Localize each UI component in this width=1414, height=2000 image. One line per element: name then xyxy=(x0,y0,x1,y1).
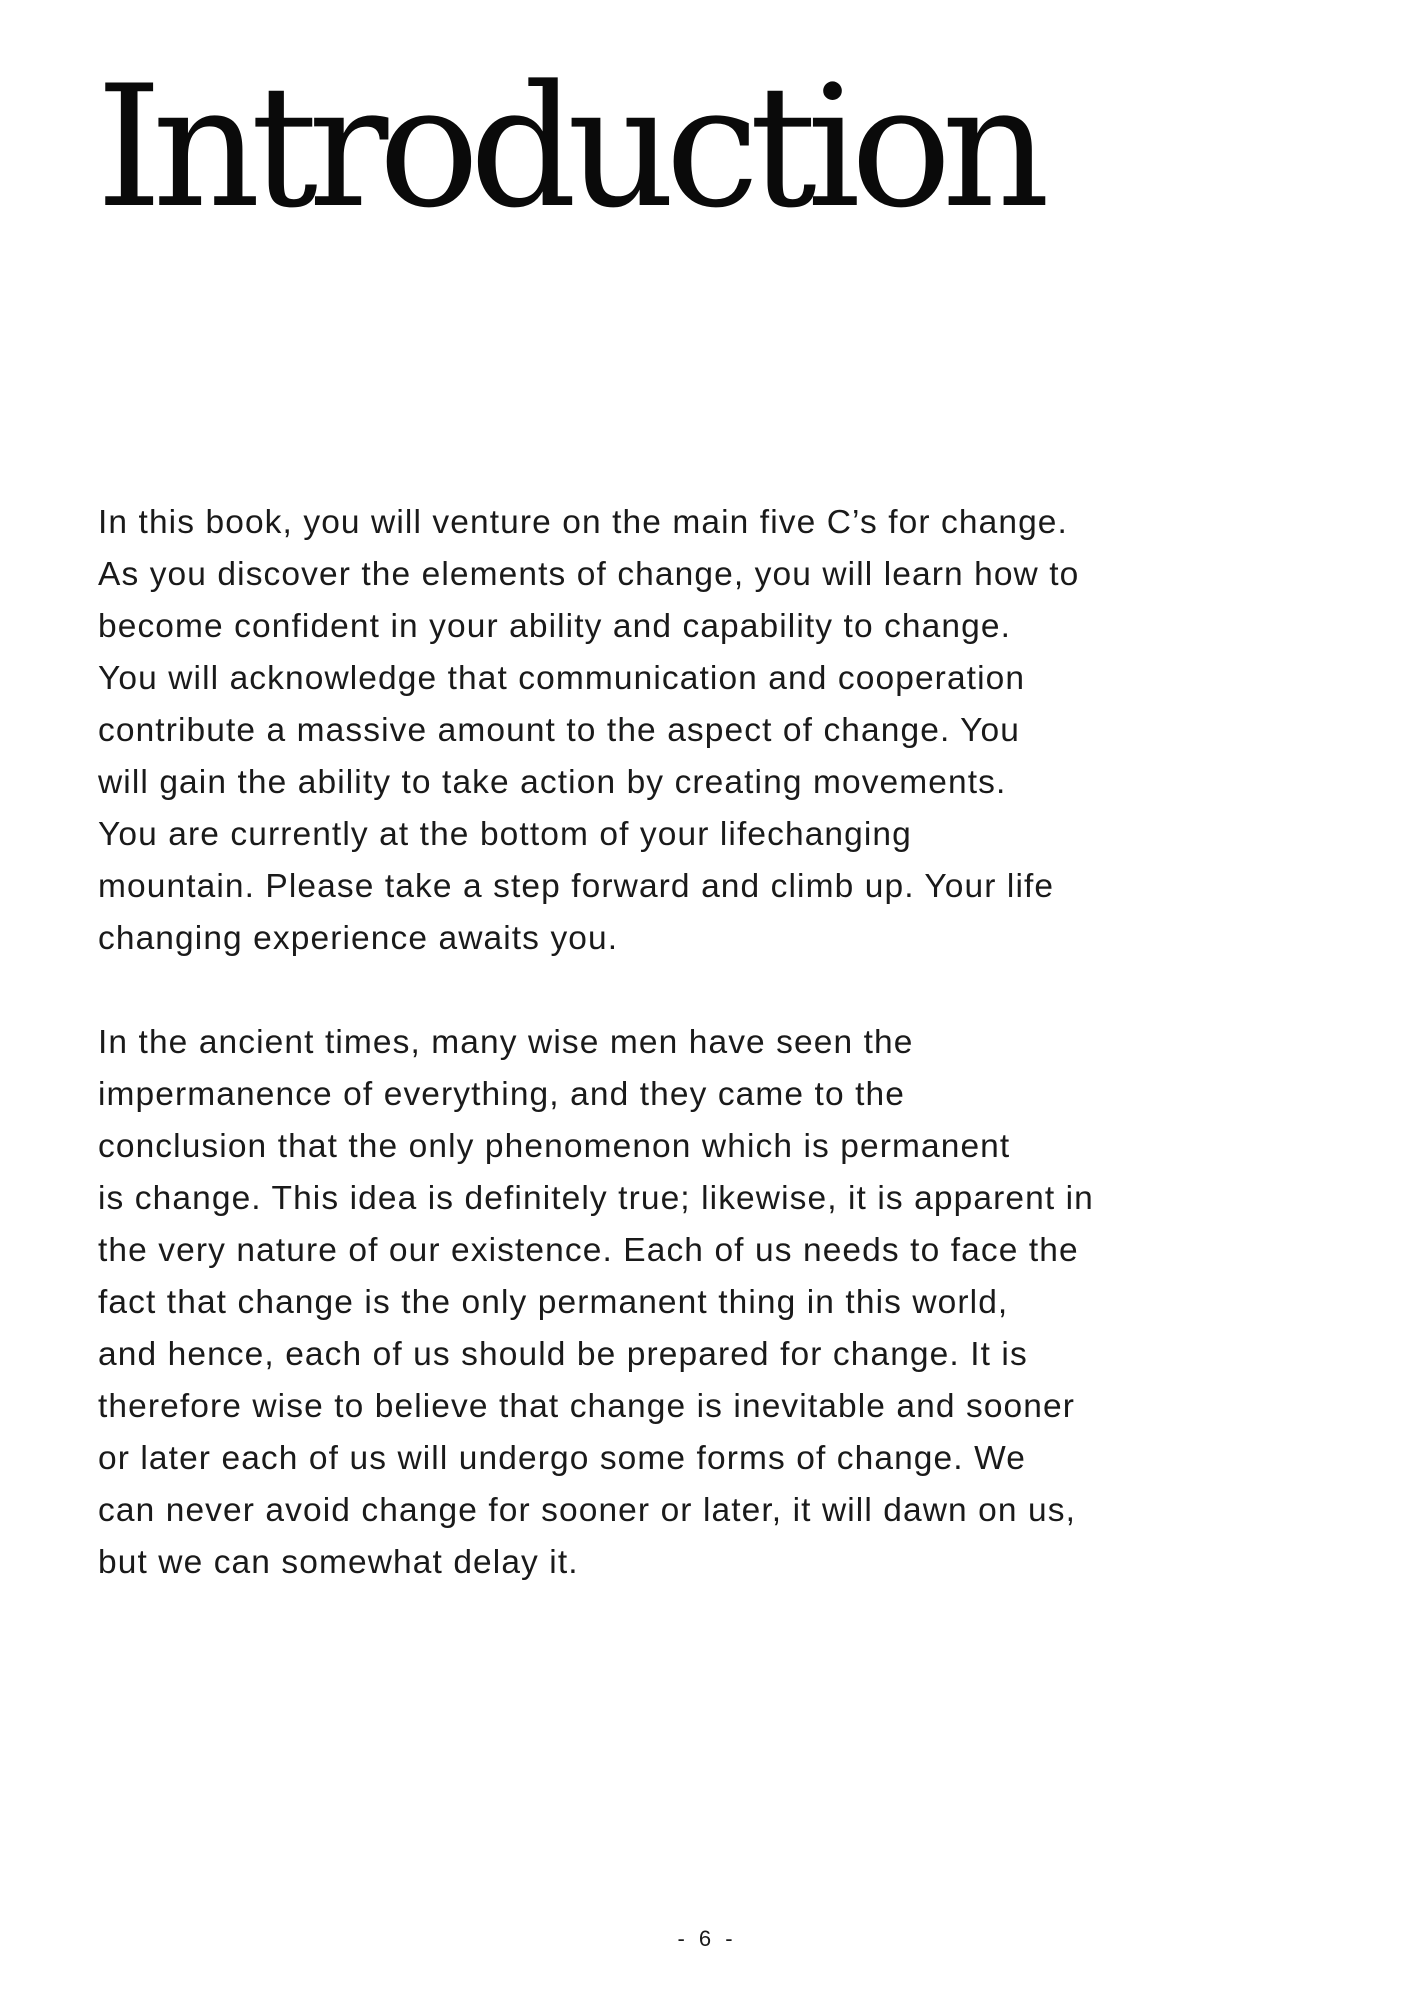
text-line: impermanence of everything, and they came to the xyxy=(98,1076,905,1113)
text-line: In this book, you will venture on the main five C’s for change. xyxy=(98,504,1068,541)
text-line: or later each of us will undergo some forms of change. We xyxy=(98,1440,1026,1477)
body-text xyxy=(98,497,1338,1589)
text-line: You will acknowledge that communication and cooperation xyxy=(98,660,1026,697)
text-line: can never avoid change for sooner or later, it will dawn on us, xyxy=(98,1492,1077,1529)
text-line: fact that change is the only permanent thing in this world, xyxy=(98,1284,1009,1321)
text-line: the very nature of our existence. Each of us needs to face the xyxy=(98,1232,1079,1269)
text-line: changing experience awaits you. xyxy=(98,920,619,957)
page-number: - 6 - xyxy=(677,1926,737,1951)
text-line: is change. This idea is definitely true; likewise, it is apparent in xyxy=(98,1180,1094,1217)
text-line: mountain. Please take a step forward and climb up. Your life xyxy=(98,868,1055,905)
paragraph-1 xyxy=(98,497,1338,965)
text-line: but we can somewhat delay it. xyxy=(98,1544,579,1581)
text-line: As you discover the elements of change, you will learn how to xyxy=(98,556,1080,593)
text-line: therefore wise to believe that change is inevitable and sooner xyxy=(98,1388,1076,1425)
text-line: and hence, each of us should be prepared for change. It is xyxy=(98,1336,1028,1373)
text-line: contribute a massive amount to the aspect of change. You xyxy=(98,712,1020,749)
text-line: will gain the ability to take action by creating movements. xyxy=(98,764,1007,801)
text-line: conclusion that the only phenomenon which is permanent xyxy=(98,1128,1011,1165)
page-title: Introduction xyxy=(96,49,1040,245)
paragraph-2 xyxy=(98,1017,1338,1589)
text-line: In the ancient times, many wise men have seen the xyxy=(98,1024,914,1061)
text-line: You are currently at the bottom of your lifechanging xyxy=(98,816,912,853)
text-line: become confident in your ability and capability to change. xyxy=(98,608,1011,645)
